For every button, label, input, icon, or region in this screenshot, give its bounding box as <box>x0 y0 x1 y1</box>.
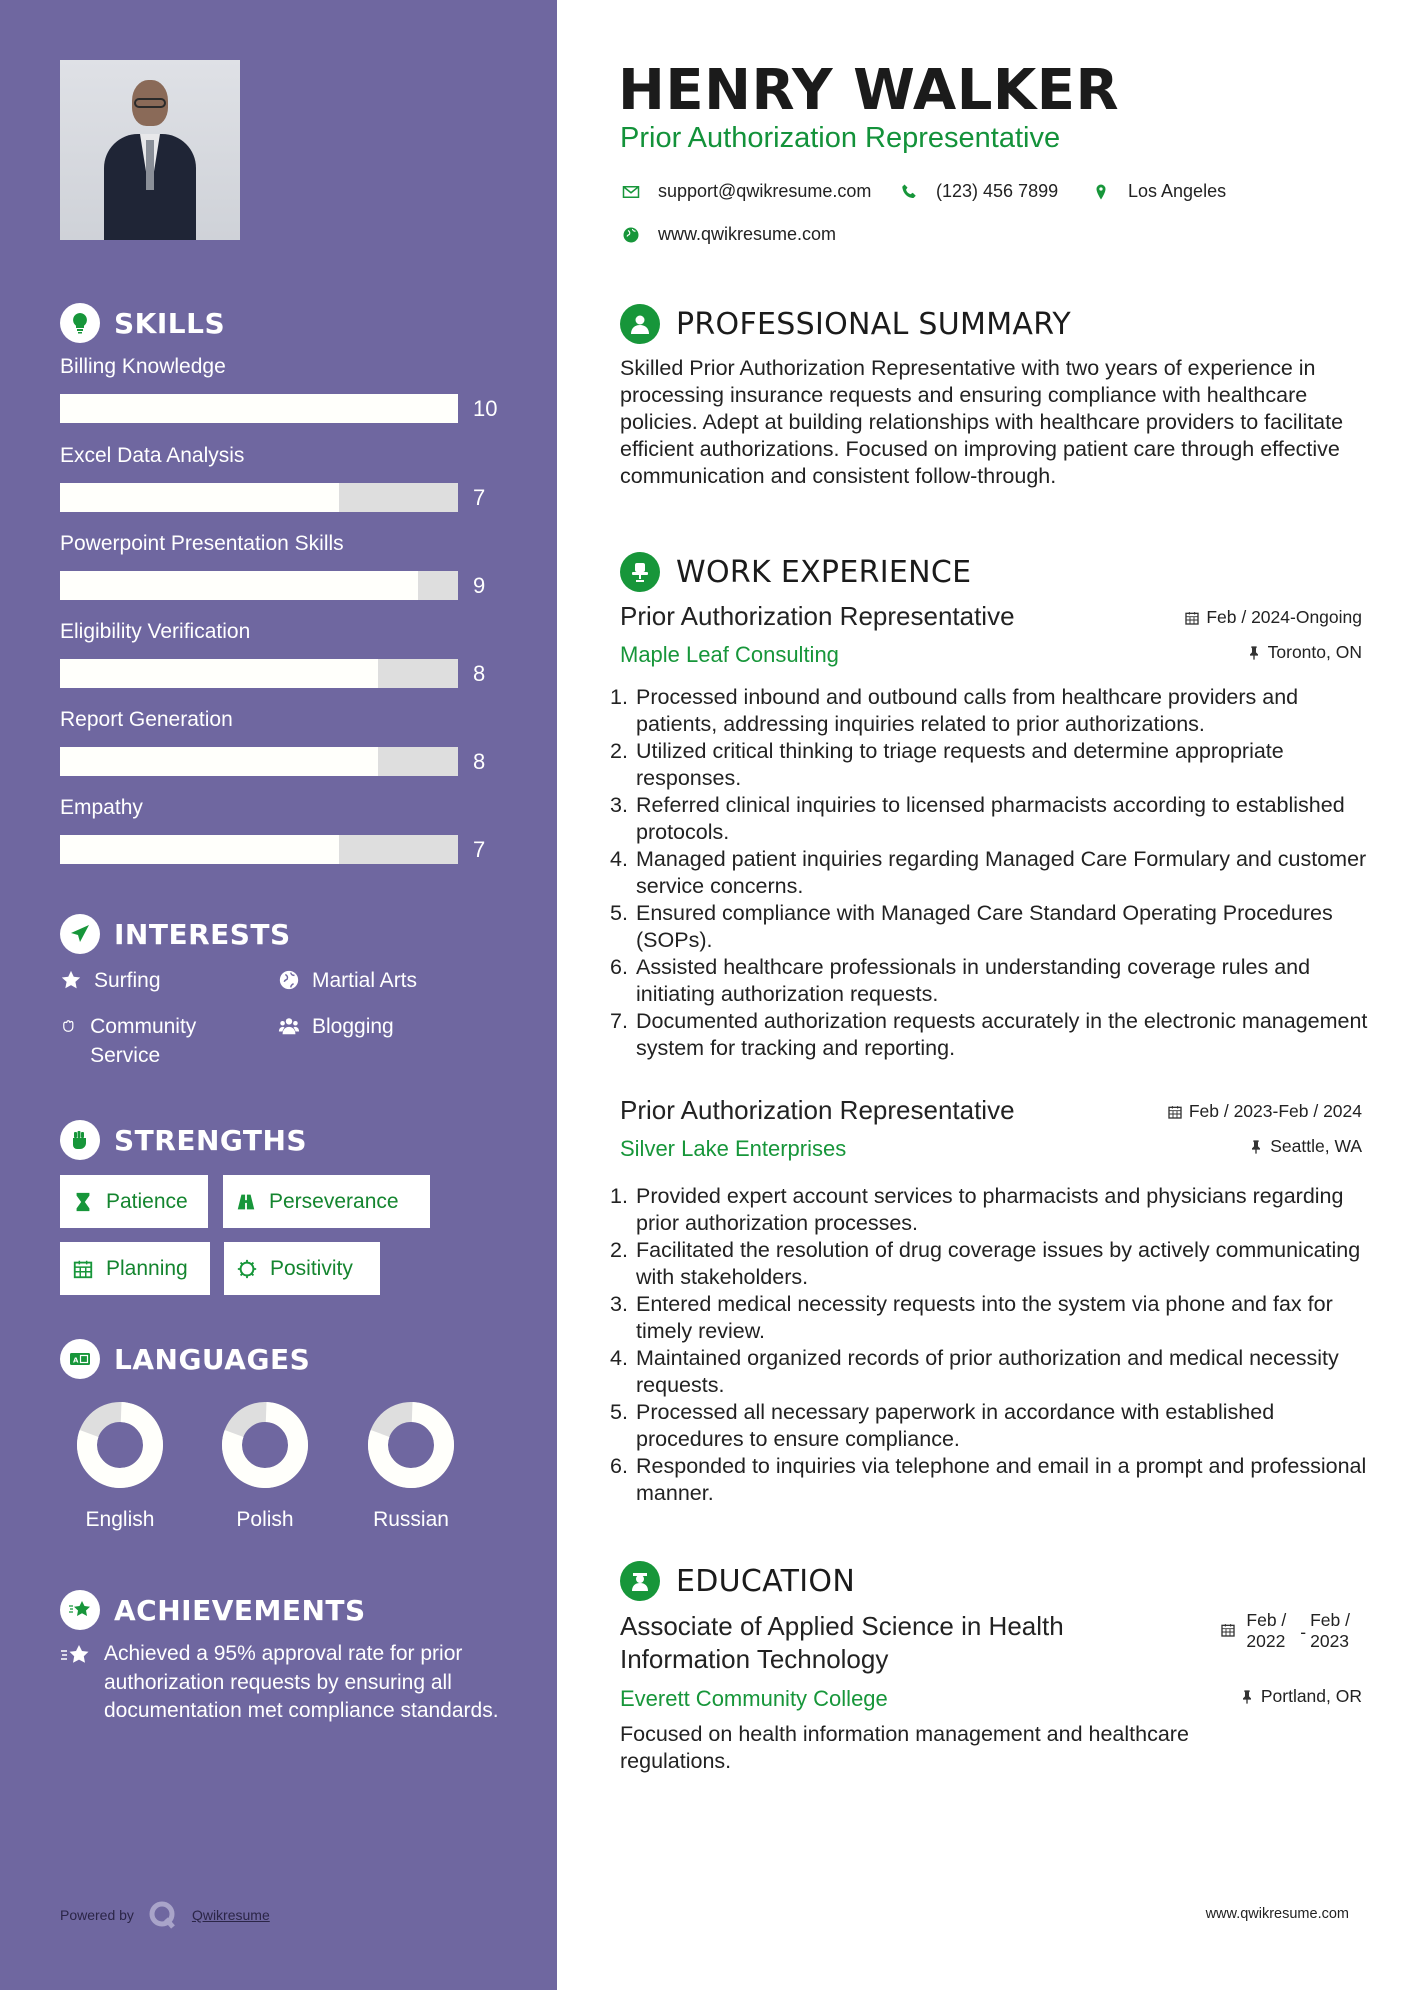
pushpin-icon <box>1248 1139 1264 1155</box>
strengths-heading <box>60 1120 307 1160</box>
map-pin-icon <box>1092 183 1110 201</box>
duty-item: 3. Referred clinical inquiries to licensed pharmacists according to established protocols. <box>610 793 1345 844</box>
skill-value: 10 <box>473 395 498 421</box>
edu-start-month: Feb / <box>1246 1610 1287 1630</box>
strengths-title: STRENGTHS <box>114 1123 308 1157</box>
skill-label: Excel Data Analysis <box>60 444 245 467</box>
pushpin-icon <box>1246 645 1262 661</box>
achievement-item <box>60 1640 500 1726</box>
edu-degree: Associate of Applied Science in Health Information Technology <box>620 1611 1064 1674</box>
skill-value: 8 <box>473 660 486 686</box>
skill-value: 7 <box>473 484 486 510</box>
skill-value: 9 <box>473 572 486 598</box>
skill-label: Empathy <box>60 796 143 819</box>
hand-icon <box>60 1015 78 1037</box>
road-icon <box>235 1191 257 1213</box>
achievements-title: ACHIEVEMENTS <box>114 1593 366 1627</box>
sidebar <box>0 0 557 1990</box>
language-item <box>205 1402 325 1532</box>
envelope-icon <box>622 183 640 201</box>
duty-item: 4. Managed patient inquiries regarding Managed Care Formulary and customer service concerns. <box>610 847 1367 898</box>
languages-heading <box>60 1339 310 1379</box>
graduate-icon <box>620 1561 660 1601</box>
language-donut-chart <box>77 1402 163 1488</box>
website-text[interactable]: www.qwikresume.com <box>658 224 837 244</box>
strength-label: Positivity <box>270 1256 353 1280</box>
svg-text:A: A <box>73 1356 79 1365</box>
powered-by-label: Powered by <box>60 1907 134 1923</box>
edu-date-separator: - <box>1300 1622 1307 1642</box>
interest-label: Martial Arts <box>312 969 418 992</box>
experience-title: WORK EXPERIENCE <box>676 554 972 590</box>
skill-bar <box>60 483 458 512</box>
duty-item: 1. Processed inbound and outbound calls from healthcare providers and patients, addressing inquiries related to prior authorizations. <box>610 685 1299 736</box>
pushpin-icon <box>1239 1689 1255 1705</box>
strength-chip <box>223 1175 430 1228</box>
education-title: EDUCATION <box>676 1563 856 1599</box>
edu-location <box>1239 1686 1362 1707</box>
edu-end-month: Feb / <box>1310 1610 1350 1630</box>
skills-title: SKILLS <box>114 306 226 340</box>
skill-value: 8 <box>473 748 486 774</box>
calendar-icon <box>72 1258 94 1280</box>
job-date <box>1167 1101 1362 1122</box>
job-header <box>620 1095 1362 1162</box>
language-label: Russian <box>373 1508 449 1531</box>
strength-chip <box>224 1242 380 1295</box>
office-chair-icon <box>620 552 660 592</box>
language-label: English <box>85 1508 155 1531</box>
job-date-text: Feb / 2024-Ongoing <box>1206 607 1362 627</box>
globe-icon <box>622 226 640 244</box>
job-role: Prior Authorization Representative <box>620 1095 1015 1125</box>
duty-item: 5. Processed all necessary paperwork in accordance with established procedures to ensure compliance. <box>610 1400 1275 1451</box>
fist-icon <box>60 1120 100 1160</box>
language-item <box>60 1402 180 1532</box>
language-label: Polish <box>236 1508 294 1531</box>
job-date <box>1184 607 1362 628</box>
skill-label: Powerpoint Presentation Skills <box>60 532 344 555</box>
calendar-icon <box>1184 610 1200 626</box>
interest-item <box>278 966 417 995</box>
skill-bar <box>60 571 458 600</box>
paper-plane-icon <box>60 914 100 954</box>
calendar-icon <box>1167 1104 1183 1120</box>
interest-item <box>278 1012 394 1041</box>
skill-item <box>60 352 530 423</box>
language-donut-chart <box>222 1402 308 1488</box>
language-item <box>351 1402 471 1532</box>
job-duties-list <box>610 1183 1370 1507</box>
star-award-icon <box>60 1590 100 1630</box>
sun-icon <box>236 1258 258 1280</box>
star-award-icon <box>60 1642 92 1670</box>
duty-item: 1. Provided expert account services to pharmacists and physicians regarding prior authorization processes. <box>610 1184 1344 1235</box>
duty-item: 6. Responded to inquiries via telephone and email in a prompt and professional manner. <box>610 1454 1367 1505</box>
edu-location-text: Portland, OR <box>1260 1686 1362 1706</box>
strength-chip <box>60 1175 208 1228</box>
powered-by <box>60 1900 270 1930</box>
phone-icon <box>900 183 918 201</box>
job-location <box>1246 642 1362 663</box>
qwikresume-logo-icon <box>148 1900 178 1930</box>
edu-description: Focused on health information management and healthcare regulations. <box>620 1722 1189 1773</box>
edu-date <box>1220 1610 1350 1652</box>
skill-bar <box>60 747 458 776</box>
star-icon <box>60 969 82 991</box>
strength-label: Perseverance <box>269 1189 399 1213</box>
skill-label: Billing Knowledge <box>60 355 226 378</box>
translate-icon <box>60 1339 100 1379</box>
calendar-icon <box>1220 1622 1236 1638</box>
experience-heading <box>620 552 971 592</box>
duty-item: 2. Utilized critical thinking to triage requests and determine appropriate responses. <box>610 739 1284 790</box>
skill-bar <box>60 394 458 423</box>
job-location <box>1248 1136 1362 1157</box>
summary-text: Skilled Prior Authorization Representative with two years of experience in processing insurance requests and ensuring compliance with healthcare policies. Adept at building relationships with healthcare providers to facilitate efficient authorizations. Focused on improving patient care through effective communication and consistent follow-through. <box>620 356 1344 488</box>
contact-email <box>622 181 871 202</box>
job-company: Silver Lake Enterprises <box>620 1136 847 1161</box>
skill-item <box>60 705 530 776</box>
job-location-text: Toronto, ON <box>1267 642 1362 662</box>
skill-label: Report Generation <box>60 708 233 731</box>
strength-chip <box>60 1242 210 1295</box>
user-icon <box>620 304 660 344</box>
strength-label: Planning <box>106 1256 188 1280</box>
education-item <box>620 1610 1362 1712</box>
job-role: Prior Authorization Representative <box>620 601 1015 631</box>
summary-title: PROFESSIONAL SUMMARY <box>676 306 1072 342</box>
lightbulb-icon <box>60 303 100 343</box>
globe-icon <box>278 969 300 991</box>
skill-bar <box>60 835 458 864</box>
job-date-text: Feb / 2023-Feb / 2024 <box>1188 1101 1362 1121</box>
achievements-heading <box>60 1590 366 1630</box>
contact-website <box>622 224 836 245</box>
edu-end-year: 2023 <box>1310 1631 1350 1651</box>
interest-item <box>60 1012 240 1070</box>
summary-heading <box>620 304 1071 344</box>
skill-item <box>60 529 530 600</box>
candidate-name: HENRY WALKER <box>618 58 1120 123</box>
qwikresume-link[interactable]: Qwikresume <box>191 1907 270 1923</box>
skill-value: 7 <box>473 836 486 862</box>
interest-item <box>60 966 161 995</box>
skill-item <box>60 441 530 512</box>
job-company: Maple Leaf Consulting <box>620 642 839 667</box>
interest-label: Blogging <box>312 1015 394 1038</box>
interests-heading <box>60 914 291 954</box>
contact-phone <box>900 181 1058 202</box>
strength-label: Patience <box>106 1189 188 1213</box>
location-text: Los Angeles <box>1128 181 1227 201</box>
achievement-text: Achieved a 95% approval rate for prior authorization requests by ensuring all documentation met compliance standards. <box>104 1642 499 1722</box>
footer-url[interactable]: www.qwikresume.com <box>1205 1906 1349 1922</box>
skills-heading <box>60 303 225 343</box>
language-donut-chart <box>368 1402 454 1488</box>
duty-item: 4. Maintained organized records of prior authorization and medical necessity requests. <box>610 1346 1339 1397</box>
job-location-text: Seattle, WA <box>1270 1136 1362 1156</box>
duty-item: 6. Assisted healthcare professionals in understanding coverage rules and initiating authorization requests. <box>610 955 1311 1006</box>
edu-start-year: 2022 <box>1246 1631 1286 1651</box>
languages-title: LANGUAGES <box>114 1342 311 1376</box>
interest-label: Surfing <box>94 969 161 992</box>
skill-item <box>60 617 530 688</box>
email-text: support@qwikresume.com <box>658 181 872 201</box>
contact-location <box>1092 181 1226 202</box>
interests-title: INTERESTS <box>114 917 291 951</box>
duty-item: 2. Facilitated the resolution of drug coverage issues by actively communicating with stakeholders. <box>610 1238 1361 1289</box>
education-heading <box>620 1561 855 1601</box>
interest-label: Community Service <box>90 1015 197 1067</box>
duty-item: 3. Entered medical necessity requests into the system via phone and fax for timely review. <box>610 1292 1333 1343</box>
duty-item: 5. Ensured compliance with Managed Care Standard Operating Procedures (SOPs). <box>610 901 1333 952</box>
skill-label: Eligibility Verification <box>60 620 251 643</box>
users-icon <box>278 1015 300 1037</box>
job-header <box>620 601 1362 668</box>
skill-bar <box>60 659 458 688</box>
edu-school: Everett Community College <box>620 1686 888 1711</box>
hourglass-icon <box>72 1191 94 1213</box>
skill-item <box>60 793 530 864</box>
profile-photo <box>60 60 240 240</box>
phone-text: (123) 456 7899 <box>936 181 1059 201</box>
candidate-title: Prior Authorization Representative <box>620 122 1061 154</box>
duty-item: 7. Documented authorization requests accurately in the electronic management system for tracking and reporting. <box>610 1009 1368 1060</box>
job-duties-list <box>610 684 1370 1062</box>
